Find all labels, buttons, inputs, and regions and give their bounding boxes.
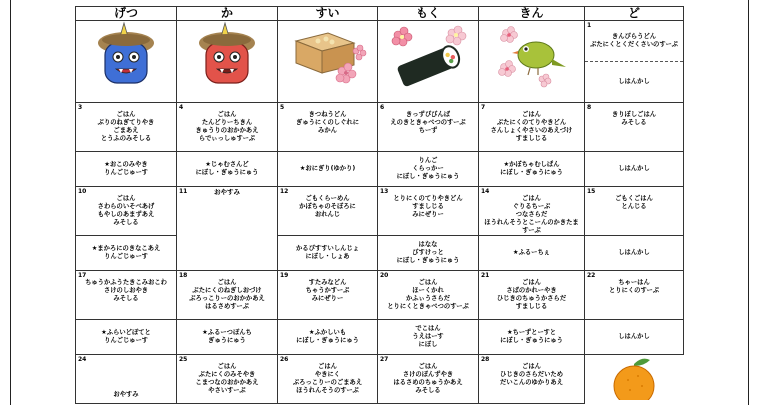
date-number: 1 [587,22,592,29]
date-number: 24 [78,356,87,363]
lunch-menu: ごもくらーめん かぼちゃのそぼろに おれんじ [299,195,356,218]
weekday-thu: もく [378,7,479,21]
weekday-header-row [76,7,684,21]
date-number: 25 [179,356,188,363]
day-cell [479,355,585,404]
date-number: 4 [179,104,184,111]
bush-warbler-plum-illustration [479,21,585,103]
snack-menu: しはんかし [618,165,650,172]
date-number: 18 [179,272,188,279]
lunch-menu: とりにくのてりやきどん すましじる みにぜりー [393,195,463,218]
lunch-calendar [75,6,684,404]
date-number: 3 [78,104,83,111]
lunch-menu: きっずぴびんば えのきときゃべつのすーぷ ちーず [390,111,466,134]
day-cell [177,355,278,404]
ehomaki-plum-illustration [378,21,479,103]
date-number: 20 [380,272,389,279]
snack-menu: ★ふるーちぇ [512,249,551,256]
snack-menu: ★まかろにのきなこあえ りんごじゅーす [91,245,161,260]
page-right-edge [748,0,749,405]
weekday-fri: きん [479,7,585,21]
day-cell [76,271,177,320]
date-number: 13 [380,188,389,195]
weekday-tue: か [177,7,278,21]
date-number: 7 [481,104,486,111]
date-number: 27 [380,356,389,363]
day-cell [378,271,479,320]
week4-lunch-row [76,355,684,404]
day-cell [378,355,479,404]
day-cell [76,355,177,404]
date-number: 12 [280,188,289,195]
week3-snack-row [76,320,684,355]
illustration-row [76,21,684,103]
date-number: 10 [78,188,87,195]
snack-menu: ★ふかしいも にぼし・ぎゅうにゅう [296,329,359,344]
snack-menu: ★ふらいどぽてと りんごじゅーす [101,329,151,344]
day-cell [479,103,585,152]
lunch-menu: ちゃーはん とりにくのすーぷ [608,279,660,294]
day-cell [585,103,684,152]
lunch-menu: ごはん ぶたにくのねぎしおづけ ぶろっこりーのおかかあえ はるさめすーぷ [189,279,265,310]
date-number: 15 [587,188,596,195]
day-cell [378,187,479,236]
snack-menu: ★おにぎり(ゆかり) [299,165,356,172]
day-cell [479,271,585,320]
lunch-menu: ごはん ぐりるちーぶ つなさらだ ほうれんそうとこーんのかきたま すーぷ [484,195,579,234]
week3-lunch-row [76,271,684,320]
mandarin-illustration [585,355,684,404]
day-cell [278,103,378,152]
day-cell [76,103,177,152]
weekday-sat: ど [585,7,684,21]
day-cell [278,355,378,404]
day-cell [278,271,378,320]
date-number: 5 [280,104,285,111]
weekday-mon: げつ [76,7,177,21]
day-cell [479,187,585,236]
red-oni-illustration [177,21,278,103]
lunch-menu: ごはん さばのかれーやき ひじきのちゅうかさらだ すましじる [496,279,567,310]
lunch-menu: ごはん たんどりーちきん きゅうりのおかかあえ らでぃっしゅすーぷ [195,111,259,142]
holiday-label: おやすみ [214,188,240,196]
snack-menu: ★おこのみやき りんごじゅーす [104,161,148,176]
day-cell [177,103,278,152]
snack-menu: しはんかし [618,333,650,340]
date-number: 17 [78,272,87,279]
lunch-menu: ちゅうかふうたきこみおこわ さけのしおやき みそしる [85,279,167,302]
day-cell [585,187,684,236]
snack-menu: りんご くらっかー にぼし・ぎゅうにゅう [396,157,460,180]
snack-menu: しはんかし [618,249,650,256]
week1-lunch-row [76,103,684,152]
snack-menu: はなな びすけっと にぼし・ぎゅうにゅう [396,241,460,264]
week1-snack-row [76,152,684,187]
snack-menu: かるぴすすいしんじょ にぼし・しょあ [295,245,360,260]
lunch-menu: ごはん ぶたにくのてりやきどん さんしょくやさいのあえづけ すましじる [490,111,573,142]
date-number: 8 [587,104,592,111]
sat-day-1-cell [585,21,684,103]
lunch-menu: ごもくごはん とんじる [615,195,653,210]
lunch-menu: ごはん さけのぽんずやき はるさめのちゅうかあえ みそしる [393,363,463,394]
lunch-menu: すたみなどん ちゃうかすーぷ みにぜりー [305,279,350,302]
snack-menu: ★ふるーつぽんち ぎゅうにゅう [202,329,252,344]
snack-menu: しはんかし [618,78,650,85]
day-cell [278,187,378,236]
date-number: 26 [280,356,289,363]
snack-menu: ★ちーずとーすと にぼし・ぎゅうにゅう [500,329,563,344]
week2-snack-row [76,236,684,271]
snack-menu: でこはん うえはーす にぼし [412,325,444,348]
date-number: 11 [179,188,188,195]
blue-oni-illustration [76,21,177,103]
date-number: 14 [481,188,490,195]
weekday-wed: すい [278,7,378,21]
lunch-menu: きりぼしごはん みそしる [611,111,657,126]
bean-box-plum-illustration [278,21,378,103]
lunch-menu: ごはん ひじきのさらだいため だいこんのゆかりあえ [500,363,563,386]
day-cell [585,271,684,320]
lunch-menu: きつねうどん ぎゅうにくのしぐれに みかん [296,111,359,134]
lunch-menu: ごはん さわらのいそべあげ もやしのあまずあえ みそしる [97,195,155,226]
day-cell [378,103,479,152]
holiday-label: おやすみ [113,391,139,398]
holiday-cell [177,187,278,271]
page-left-edge [10,0,11,405]
lunch-menu: きんぴらうどん ぶたにくとくだくさいのすーぷ [590,33,678,48]
date-number: 22 [587,272,596,279]
date-number: 28 [481,356,490,363]
day-cell [76,187,177,236]
day-cell [177,271,278,320]
week2-lunch-row [76,187,684,236]
lunch-menu: ごはん ほーくかれ かふぃうさらだ とりにくときゃべつのすーぷ [387,279,469,310]
lunch-menu: ごはん ぶたにくのみそやき こまつなのおかかあえ やさいすーぷ [195,363,259,394]
snack-menu: ★じゃむさんど にぼし・ぎゅうにゅう [195,161,259,176]
snack-menu: ★かぼちゃむしぱん にぼし・ぎゅうにゅう [500,161,563,176]
lunch-menu: ごはん やきにく ぶろっこりーのごまあえ ほうれんそうのすーぷ [292,363,363,394]
date-number: 21 [481,272,490,279]
lunch-menu: ごはん ぶりのねぎてりやき ごまあえ とうふのみそしる [97,111,155,142]
date-number: 6 [380,104,385,111]
date-number: 19 [280,272,289,279]
